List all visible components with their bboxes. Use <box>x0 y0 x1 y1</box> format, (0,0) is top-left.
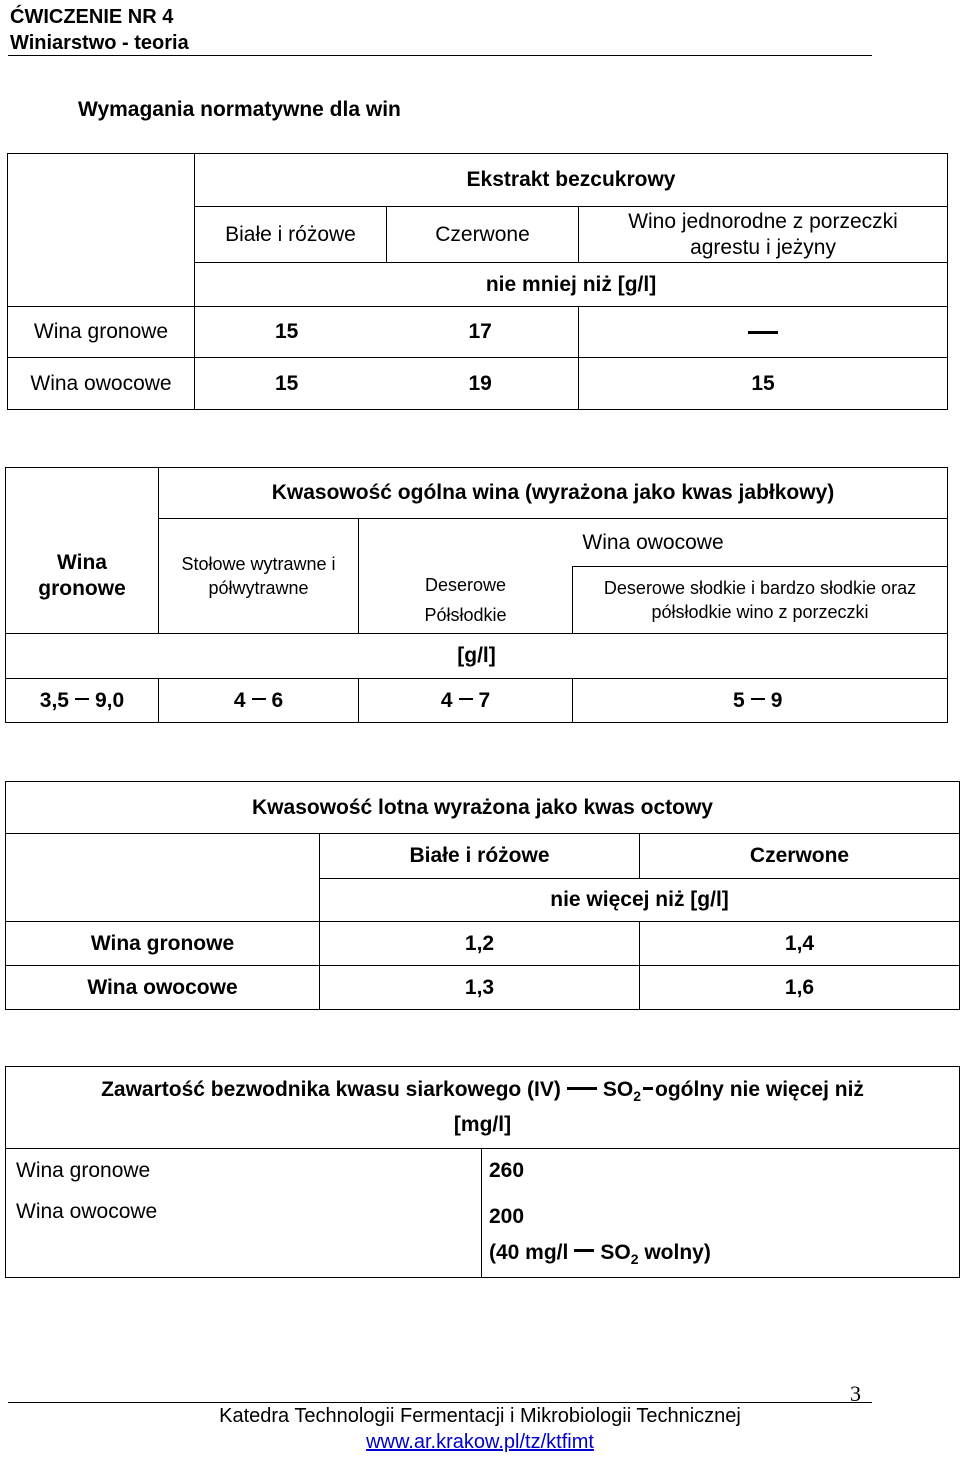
dash-icon <box>75 698 89 700</box>
volatile-row-label: Wina owocowe <box>6 966 320 1010</box>
so2-cell-value: 200 (40 mg/l $SO_2$ wolny) <box>482 1193 960 1278</box>
value-sweet: 5 9 <box>573 679 948 723</box>
value-table: 4 6 <box>159 679 359 723</box>
volatile-acidity-title: Kwasowość lotna wyrażona jako kwas octowy <box>6 782 960 834</box>
volatile-cell-white: 1,3 <box>320 966 640 1010</box>
value-grape: 3,5 9,0 <box>6 679 159 723</box>
volatile-cell-red: 1,6 <box>640 966 960 1010</box>
fruit-wines-header: Wina owocowe <box>359 519 948 567</box>
so2-row-label: Wina gronowe <box>6 1149 482 1193</box>
dessert-label: Deserowe <box>424 574 507 595</box>
volatile-row-label: Wina gronowe <box>6 922 320 966</box>
extract-cell-white: 15 <box>195 307 387 358</box>
extract-cell-red: 19 <box>387 358 579 410</box>
value-dessert: 4 7 <box>359 679 573 723</box>
volatile-unit: nie więcej niż [g/l] <box>320 879 960 922</box>
dash-icon <box>748 331 778 334</box>
extract-row-label: Wina owocowe <box>8 358 195 410</box>
free-so2-note: (40 mg/l $SO_2$ wolny) <box>489 1240 711 1267</box>
extract-title: Ekstrakt bezcukrowy <box>195 154 948 207</box>
volatile-col-red: Czerwone <box>640 834 960 879</box>
extract-cell-red: 17 <box>387 307 579 358</box>
footer-department: Katedra Technologii Fermentacji i Mikrobiologii Technicznej <box>219 1405 741 1427</box>
dash-icon <box>459 698 473 700</box>
table-row <box>6 922 960 966</box>
total-acidity-col-grape: Wina gronowe <box>6 519 159 634</box>
extract-table <box>7 153 948 410</box>
table-row <box>6 1193 960 1278</box>
table-row <box>8 358 948 410</box>
total-acidity-unit: [g/l] <box>6 634 948 679</box>
so2-title: Zawartość bezwodnika kwasu siarkowego (IV) $SO_2$ ogólny nie więcej niż [mg/l] <box>6 1067 960 1149</box>
table-row <box>6 966 960 1010</box>
dash-icon <box>751 698 765 700</box>
dash-icon <box>567 1087 597 1090</box>
so2-cell-value: 260 <box>482 1149 960 1193</box>
volatile-col-white-rose: Białe i różowe <box>320 834 640 879</box>
total-acidity-col-dessert <box>359 567 573 634</box>
table-row <box>6 1149 960 1193</box>
extract-row-label: Wina gronowe <box>8 307 195 358</box>
extract-col-white-rose: Białe i różowe <box>195 207 387 263</box>
total-acidity-title: Kwasowość ogólna wina (wyrażona jako kwas jabłkowy) <box>159 468 948 519</box>
exercise-title: ĆWICZENIE NR 4 <box>10 6 174 28</box>
table-row <box>8 307 948 358</box>
total-acidity-table <box>5 467 948 723</box>
exercise-subtitle: Winiarstwo - teoria <box>10 32 189 54</box>
page-number: 3 <box>850 1381 861 1406</box>
extract-col-red: Czerwone <box>387 207 579 263</box>
volatile-acidity-table <box>5 781 960 1010</box>
footer-rule <box>8 1402 872 1403</box>
so2-row-label: Wina owocowe <box>6 1193 482 1278</box>
extract-cell-white: 15 <box>195 358 387 410</box>
table-row <box>6 679 948 723</box>
extract-unit: nie mniej niż [g/l] <box>195 263 948 307</box>
volatile-cell-white: 1,2 <box>320 922 640 966</box>
dash-icon <box>252 698 266 700</box>
total-acidity-col-table: Stołowe wytrawne i półwytrawne <box>159 519 359 634</box>
dash-icon <box>643 1087 653 1090</box>
so2-table <box>5 1066 960 1278</box>
volatile-cell-red: 1,4 <box>640 922 960 966</box>
semisweet-label: Półsłodkie <box>424 604 507 625</box>
extract-col-single: Wino jednorodne z porzeczki agrestu i jeżyny <box>579 207 948 263</box>
header-rule <box>8 55 872 56</box>
total-acidity-col-sweet: Deserowe słodkie i bardzo słodkie oraz półsłodkie wino z porzeczki <box>573 567 948 634</box>
dash-icon <box>574 1249 594 1252</box>
extract-cell-single <box>579 307 948 358</box>
page-header <box>10 4 189 56</box>
section-title: Wymagania normatywne dla win <box>78 98 401 121</box>
footer-link[interactable]: www.ar.krakow.pl/tz/ktfimt <box>366 1431 594 1453</box>
extract-cell-single: 15 <box>579 358 948 410</box>
